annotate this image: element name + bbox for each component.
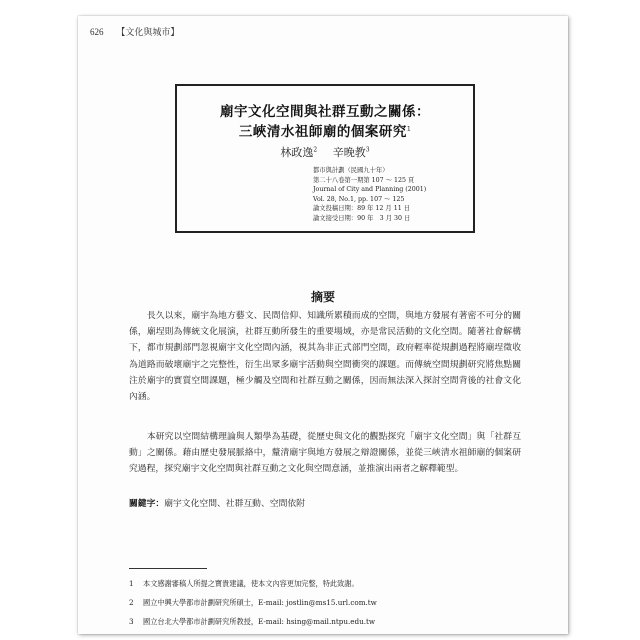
author-2-note: 3 bbox=[365, 146, 370, 154]
keywords bbox=[129, 496, 305, 509]
abstract-paragraph-1: 長久以來，廟宇為地方藝文、民間信仰、知識所累積而成的空間，與地方發展有著密不可分的關係，廟埕則為傳統文化展演，社群互動所發生的重要場域，亦是常民活動的文化空間。隨著社會解構下，都市規劃部門忽視廟宇文化空間內涵，視其為非正式部門空間，政府輕率從規劃過程將廟埕徵收為道路而破壞廟宇之完整性，衍生出眾多廟宇活動與空間衝突的課題。而傳統空間規劃研究將焦點關注於廟宇的實質空間課題，極少觸及空間和社群互動之關係，因而無法深入探討空間背後的社會文化內涵。 bbox=[129, 311, 521, 403]
footnote-divider bbox=[129, 568, 207, 569]
title-line-2-text: 三峽清水祖師廟的個案研究 bbox=[238, 124, 407, 140]
footnote-number: 2 bbox=[129, 598, 134, 607]
footnote-text: 本文感謝審稿人所提之寶貴建議，使本文內容更加完整，特此致謝。 bbox=[143, 579, 359, 588]
title-footnote-mark: 1 bbox=[406, 125, 412, 133]
authors bbox=[177, 144, 473, 160]
footnote-text: 國立台北大學都市計劃研究所教授，E-mail: hsing@mail.ntpu.edu.tw bbox=[143, 617, 376, 626]
journal-info-line: 論文接受日期：90 年 3 月 30 日 bbox=[313, 214, 411, 222]
abstract-paragraph-2: 本研究以空間結構理論與人類學為基礎，從歷史與文化的觀點探究「廟宇文化空間」與「社群互動」之關係。藉由歷史發展脈絡中，釐清廟宇與地方發展之辯證關係，並從三峽清水祖師廟的個案研究過程，探究廟宇文化空間與社群互動之文化與空間意涵，並推演出兩者之解釋範型。 bbox=[129, 432, 521, 475]
footnote-1 bbox=[129, 574, 377, 593]
journal-info-line: 都市與計劃（民國九十年） bbox=[313, 167, 389, 174]
footnotes bbox=[129, 574, 377, 631]
footnote-number: 1 bbox=[129, 579, 134, 588]
footnote-text: 國立中興大學都市計劃研究所碩士，E-mail: jostlin@ms15.url.com.tw bbox=[143, 598, 377, 607]
author-1-name: 林政逸 bbox=[280, 146, 314, 159]
running-title: 【文化與城市】 bbox=[116, 28, 180, 38]
author-2 bbox=[333, 146, 370, 159]
document-page bbox=[78, 16, 568, 634]
journal-info bbox=[313, 166, 426, 223]
author-1 bbox=[280, 146, 317, 159]
abstract-heading: 摘要 bbox=[310, 290, 335, 304]
journal-info-line: 第二十八卷第一期第 107 ～ 125 頁 bbox=[313, 176, 415, 184]
author-1-note: 2 bbox=[313, 146, 318, 154]
keywords-label: 關鍵字： bbox=[129, 499, 165, 509]
page-number: 626 bbox=[90, 27, 104, 37]
running-header bbox=[90, 25, 179, 38]
title-box bbox=[175, 84, 475, 233]
title-line-1: 廟宇文化空間與社群互動之關係： bbox=[220, 104, 430, 120]
author-2-name: 辛晚教 bbox=[332, 146, 366, 159]
journal-info-line: Vol. 28, No.1, pp. 107 ～ 125 bbox=[313, 195, 405, 203]
title-line-2 bbox=[177, 120, 473, 140]
journal-info-line: Journal of City and Planning (2001) bbox=[313, 186, 427, 193]
footnote-3 bbox=[129, 612, 377, 631]
journal-info-line: 論文投稿日期：89 年 12 月 11 日 bbox=[313, 205, 411, 212]
footnote-number: 3 bbox=[129, 617, 134, 626]
keywords-value: 廟宇文化空間、社群互動、空間依附 bbox=[164, 499, 305, 509]
footnote-2 bbox=[129, 593, 377, 612]
